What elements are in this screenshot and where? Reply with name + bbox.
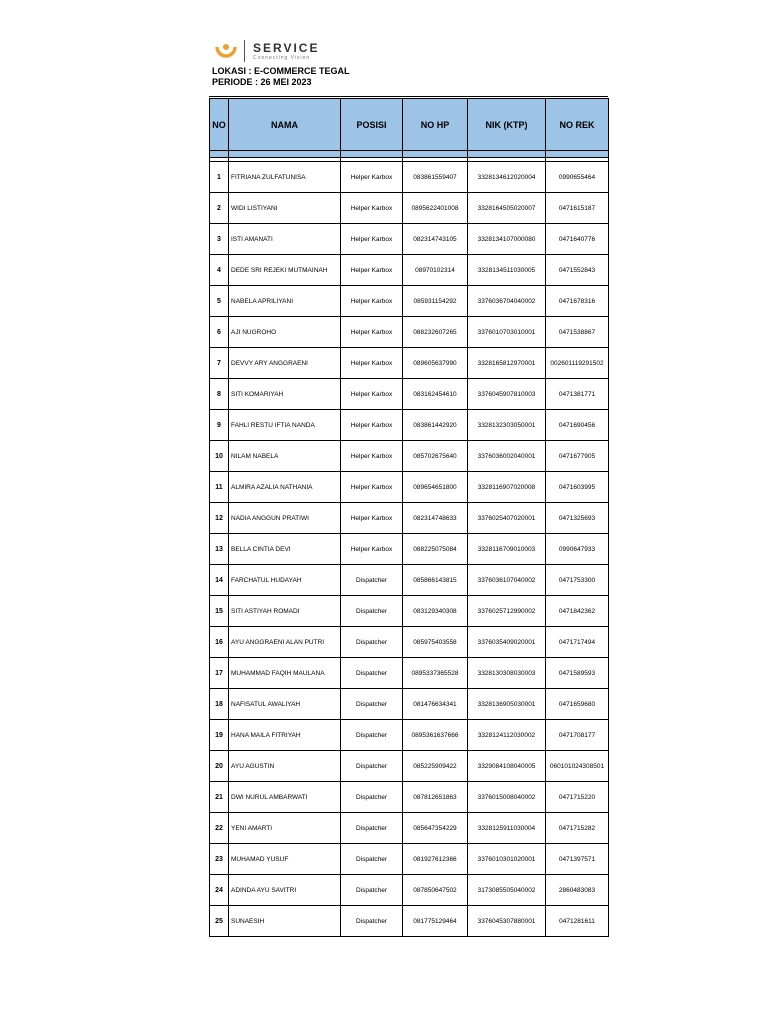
cell-no: 21 xyxy=(210,782,229,813)
cell-no-hp: 081927612366 xyxy=(403,844,468,875)
cell-nik: 3328134107000080 xyxy=(468,224,546,255)
cell-nama: NAFISATUL AWALIYAH xyxy=(229,689,341,720)
cell-nik: 3328136905030001 xyxy=(468,689,546,720)
report-header xyxy=(212,66,350,88)
table-row xyxy=(210,503,609,534)
col-header-no-hp: NO HP xyxy=(403,99,468,151)
table-row xyxy=(210,782,609,813)
table-row xyxy=(210,844,609,875)
cell-no: 14 xyxy=(210,565,229,596)
logo-name: SERVICE xyxy=(253,40,320,55)
table-row xyxy=(210,751,609,782)
cell-no: 9 xyxy=(210,410,229,441)
cell-no-rek: 0471690456 xyxy=(546,410,609,441)
cell-no-hp: 083129340308 xyxy=(403,596,468,627)
cell-nama: SITI ASTIYAH ROMADI xyxy=(229,596,341,627)
cell-posisi: Helper Karbox xyxy=(341,410,403,441)
company-logo xyxy=(214,38,319,64)
table-row xyxy=(210,162,609,193)
cell-no: 19 xyxy=(210,720,229,751)
cell-nik: 3328134612020004 xyxy=(468,162,546,193)
cell-nama: FAHLI RESTU IFTIA NANDA xyxy=(229,410,341,441)
table-row xyxy=(210,348,609,379)
cell-posisi: Helper Karbox xyxy=(341,534,403,565)
cell-no-rek: 0471615187 xyxy=(546,193,609,224)
cell-posisi: Helper Karbox xyxy=(341,193,403,224)
table-header-row xyxy=(210,99,609,151)
cell-no: 20 xyxy=(210,751,229,782)
cell-no: 17 xyxy=(210,658,229,689)
cell-no: 10 xyxy=(210,441,229,472)
cell-nama: MUHAMAD YUSUF xyxy=(229,844,341,875)
cell-no-hp: 08970102314 xyxy=(403,255,468,286)
employee-table xyxy=(209,98,609,937)
cell-no-hp: 087812651863 xyxy=(403,782,468,813)
cell-no: 15 xyxy=(210,596,229,627)
cell-nama: AJI NUGROHO xyxy=(229,317,341,348)
cell-no-hp: 083861442920 xyxy=(403,410,468,441)
cell-posisi: Dispatcher xyxy=(341,813,403,844)
cell-nik: 3328164505020007 xyxy=(468,193,546,224)
cell-nik: 3328165812970001 xyxy=(468,348,546,379)
cell-no: 24 xyxy=(210,875,229,906)
cell-no-rek: 0471678316 xyxy=(546,286,609,317)
table-row xyxy=(210,317,609,348)
cell-no-hp: 088225075084 xyxy=(403,534,468,565)
cell-nik: 3329084108040005 xyxy=(468,751,546,782)
cell-posisi: Helper Karbox xyxy=(341,348,403,379)
cell-posisi: Dispatcher xyxy=(341,565,403,596)
table-row xyxy=(210,286,609,317)
cell-nik: 3328132303050001 xyxy=(468,410,546,441)
col-header-posisi: POSISI xyxy=(341,99,403,151)
cell-nama: NABELA APRILIYANI xyxy=(229,286,341,317)
cell-posisi: Dispatcher xyxy=(341,596,403,627)
cell-nik: 3376015008040002 xyxy=(468,782,546,813)
cell-nama: ISTI AMANATI xyxy=(229,224,341,255)
cell-no: 22 xyxy=(210,813,229,844)
cell-posisi: Dispatcher xyxy=(341,844,403,875)
cell-no: 7 xyxy=(210,348,229,379)
cell-no: 4 xyxy=(210,255,229,286)
table-row xyxy=(210,193,609,224)
cell-nama: NADIA ANGGUN PRATIWI xyxy=(229,503,341,534)
table-row xyxy=(210,255,609,286)
cell-no-rek: 0990655464 xyxy=(546,162,609,193)
table-row xyxy=(210,410,609,441)
cell-nik: 3376025407020001 xyxy=(468,503,546,534)
cell-no: 2 xyxy=(210,193,229,224)
cell-posisi: Dispatcher xyxy=(341,627,403,658)
cell-nik: 3376036704040002 xyxy=(468,286,546,317)
cell-posisi: Helper Karbox xyxy=(341,503,403,534)
cell-no-rek: 0471715220 xyxy=(546,782,609,813)
cell-no-rek: 0471281611 xyxy=(546,906,609,937)
cell-no-hp: 085647354229 xyxy=(403,813,468,844)
logo-divider xyxy=(244,40,245,62)
cell-no: 6 xyxy=(210,317,229,348)
cell-no: 1 xyxy=(210,162,229,193)
cell-nik: 3376045907810003 xyxy=(468,379,546,410)
cell-posisi: Dispatcher xyxy=(341,658,403,689)
cell-no: 13 xyxy=(210,534,229,565)
cell-no: 12 xyxy=(210,503,229,534)
cell-posisi: Helper Karbox xyxy=(341,317,403,348)
cell-no-hp: 082314743105 xyxy=(403,224,468,255)
cell-nama: WIDI LISTIYANI xyxy=(229,193,341,224)
cell-nik: 3376035409020001 xyxy=(468,627,546,658)
cell-no: 25 xyxy=(210,906,229,937)
cell-posisi: Dispatcher xyxy=(341,906,403,937)
cell-no-hp: 085866143815 xyxy=(403,565,468,596)
table-row xyxy=(210,472,609,503)
cell-no-rek: 060101024308501 xyxy=(546,751,609,782)
cell-nama: FITRIANA ZULFATUNISA xyxy=(229,162,341,193)
col-header-no-rek: NO REK xyxy=(546,99,609,151)
cell-no-rek: 0471677905 xyxy=(546,441,609,472)
cell-no-rek: 0471381771 xyxy=(546,379,609,410)
table-top-rule xyxy=(209,96,608,97)
cell-no-rek: 0471538867 xyxy=(546,317,609,348)
cell-no-rek: 0471552843 xyxy=(546,255,609,286)
cell-posisi: Helper Karbox xyxy=(341,379,403,410)
cell-no-rek: 0471717494 xyxy=(546,627,609,658)
cell-no-rek: 0471589593 xyxy=(546,658,609,689)
cell-nama: DWI NURUL AMBARWATI xyxy=(229,782,341,813)
cell-no-rek: 0471640776 xyxy=(546,224,609,255)
cell-no-rek: 0471325693 xyxy=(546,503,609,534)
cell-posisi: Dispatcher xyxy=(341,875,403,906)
cell-nama: ALMIRA AZALIA NATHANIA xyxy=(229,472,341,503)
cell-no-hp: 083861559407 xyxy=(403,162,468,193)
cell-nama: SITI KOMARIYAH xyxy=(229,379,341,410)
cell-no-hp: 0895622401008 xyxy=(403,193,468,224)
cell-nama: FARCHATUL HUDAYAH xyxy=(229,565,341,596)
cell-nama: YENI AMARTI xyxy=(229,813,341,844)
table-row xyxy=(210,689,609,720)
cell-nik: 3328116907020008 xyxy=(468,472,546,503)
col-header-nama: NAMA xyxy=(229,99,341,151)
cell-posisi: Helper Karbox xyxy=(341,441,403,472)
table-row xyxy=(210,813,609,844)
cell-nama: DEDE SRI REJEKI MUTMAINAH xyxy=(229,255,341,286)
cell-posisi: Helper Karbox xyxy=(341,224,403,255)
cell-no-hp: 0895361637666 xyxy=(403,720,468,751)
cell-posisi: Dispatcher xyxy=(341,751,403,782)
table-row xyxy=(210,379,609,410)
table-row xyxy=(210,627,609,658)
cell-nama: DEVVY ARY ANGGRAENI xyxy=(229,348,341,379)
cell-no-hp: 081476634341 xyxy=(403,689,468,720)
cell-no: 3 xyxy=(210,224,229,255)
logo-tagline: Connecting Vision xyxy=(253,54,311,61)
table-row xyxy=(210,224,609,255)
cell-nama: SUNAESIH xyxy=(229,906,341,937)
cell-posisi: Helper Karbox xyxy=(341,472,403,503)
cell-no-hp: 0895337365528 xyxy=(403,658,468,689)
cell-posisi: Helper Karbox xyxy=(341,162,403,193)
table-row xyxy=(210,565,609,596)
cell-no: 11 xyxy=(210,472,229,503)
header-spacer-row xyxy=(210,151,609,158)
cell-no-hp: 085702675640 xyxy=(403,441,468,472)
cell-no-rek: 0471603995 xyxy=(546,472,609,503)
col-header-no: NO xyxy=(210,99,229,151)
cell-no-rek: 0471842362 xyxy=(546,596,609,627)
cell-nik: 3376010301020001 xyxy=(468,844,546,875)
cell-nama: ADINDA AYU SAVITRI xyxy=(229,875,341,906)
cell-no: 8 xyxy=(210,379,229,410)
cell-no-hp: 085975403558 xyxy=(403,627,468,658)
cell-nik: 3328134511030005 xyxy=(468,255,546,286)
lokasi-label: LOKASI : E-COMMERCE TEGAL xyxy=(212,66,350,76)
cell-nama: MUHAMMAD FAQIH MAULANA xyxy=(229,658,341,689)
cell-no-hp: 083162454610 xyxy=(403,379,468,410)
cell-posisi: Dispatcher xyxy=(341,782,403,813)
cell-posisi: Helper Karbox xyxy=(341,255,403,286)
cell-no-rek: 0471659680 xyxy=(546,689,609,720)
cell-no: 5 xyxy=(210,286,229,317)
cell-no-hp: 085931154292 xyxy=(403,286,468,317)
cell-no-rek: 0471708177 xyxy=(546,720,609,751)
table-row xyxy=(210,906,609,937)
cell-nik: 3328116709010003 xyxy=(468,534,546,565)
cell-nik: 3328130308030003 xyxy=(468,658,546,689)
table-row xyxy=(210,875,609,906)
cell-no-rek: 0990647933 xyxy=(546,534,609,565)
cell-no: 16 xyxy=(210,627,229,658)
cell-nama: BELLA CINTIA DEVI xyxy=(229,534,341,565)
cell-no: 23 xyxy=(210,844,229,875)
col-header-nik: NIK (KTP) xyxy=(468,99,546,151)
cell-no-hp: 088232607265 xyxy=(403,317,468,348)
cell-no-hp: 089605637990 xyxy=(403,348,468,379)
cell-posisi: Dispatcher xyxy=(341,720,403,751)
cell-nama: NILAM NABELA xyxy=(229,441,341,472)
cell-nik: 3376036107040002 xyxy=(468,565,546,596)
cell-no: 18 xyxy=(210,689,229,720)
cell-no-rek: 0471715282 xyxy=(546,813,609,844)
cell-nama: HANA MAILA FITRIYAH xyxy=(229,720,341,751)
cell-posisi: Dispatcher xyxy=(341,689,403,720)
cell-nik: 3376036002040001 xyxy=(468,441,546,472)
cell-no-hp: 089654651800 xyxy=(403,472,468,503)
cell-nik: 3376045307880001 xyxy=(468,906,546,937)
cell-nama: AYU AGUSTIN xyxy=(229,751,341,782)
cell-no-rek: 002601119291502 xyxy=(546,348,609,379)
cell-no-rek: 0471753300 xyxy=(546,565,609,596)
cell-nik: 3376010703010001 xyxy=(468,317,546,348)
table-row xyxy=(210,534,609,565)
cell-no-hp: 082314748633 xyxy=(403,503,468,534)
cell-nik: 3328125911030004 xyxy=(468,813,546,844)
periode-label: PERIODE : 26 MEI 2023 xyxy=(212,77,312,87)
table-row xyxy=(210,441,609,472)
cell-no-hp: 085225909422 xyxy=(403,751,468,782)
cell-nik: 3328124112030002 xyxy=(468,720,546,751)
cell-no-rek: 2860483083 xyxy=(546,875,609,906)
cell-nik: 3173085505040002 xyxy=(468,875,546,906)
service-logo-icon xyxy=(214,39,238,63)
cell-nik: 3376025712990002 xyxy=(468,596,546,627)
cell-no-hp: 087850647502 xyxy=(403,875,468,906)
cell-no-hp: 081775129464 xyxy=(403,906,468,937)
cell-nama: AYU ANGGRAENI ALAN PUTRI xyxy=(229,627,341,658)
table-row xyxy=(210,658,609,689)
table-row xyxy=(210,596,609,627)
table-row xyxy=(210,720,609,751)
cell-posisi: Helper Karbox xyxy=(341,286,403,317)
cell-no-rek: 0471397571 xyxy=(546,844,609,875)
